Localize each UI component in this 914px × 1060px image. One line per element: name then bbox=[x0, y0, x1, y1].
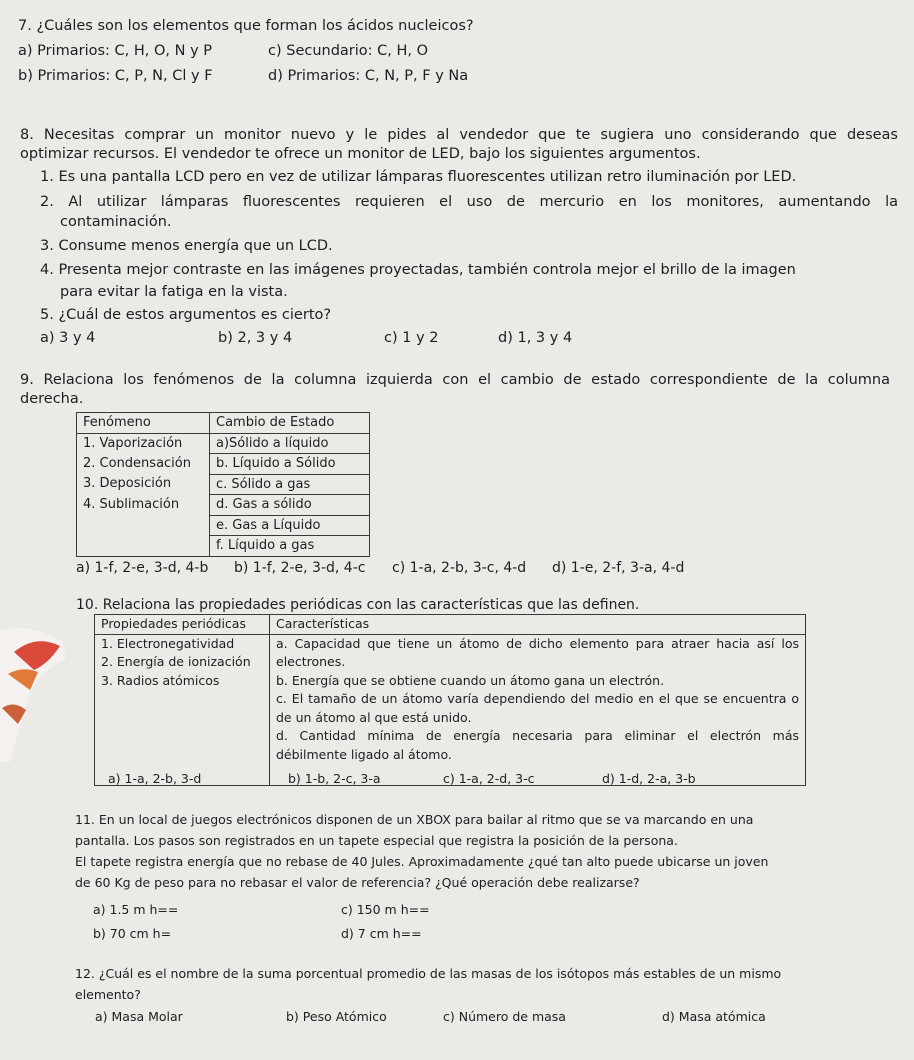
q7-option-a: a) Primarios: C, H, O, N y P bbox=[18, 43, 213, 59]
q10-option-d: d) 1-d, 2-a, 3-b bbox=[602, 771, 696, 786]
table-cell: 4. Sublimación bbox=[77, 495, 210, 516]
table-header: Propiedades periódicas bbox=[95, 615, 270, 635]
q9-option-d: d) 1-e, 2-f, 3-a, 4-d bbox=[552, 560, 685, 576]
q7-option-b: b) Primarios: C, P, N, Cl y F bbox=[18, 68, 213, 84]
q12-line1: 12. ¿Cuál es el nombre de la suma porcentual promedio de las masas de los isótopos más estables de un mismo bbox=[75, 966, 782, 981]
q8-question-line1: 8. Necesitas comprar un monitor nuevo y le pides al vendedor que te sugiera uno considerando que deseas bbox=[20, 127, 898, 143]
table-cell: b. Líquido a Sólido bbox=[210, 454, 370, 475]
q8-option-b: b) 2, 3 y 4 bbox=[218, 330, 293, 346]
q7-option-c: c) Secundario: C, H, O bbox=[268, 43, 429, 59]
table-cell: f. Líquido a gas bbox=[210, 536, 370, 557]
table-cell bbox=[95, 634, 270, 785]
q12-option-d: d) Masa atómica bbox=[662, 1009, 766, 1024]
table-row bbox=[77, 495, 370, 516]
q11-option-c: c) 150 m h== bbox=[341, 902, 430, 917]
q11-line2: pantalla. Los pasos son registrados en un tapete especial que registra la posición de la persona. bbox=[75, 833, 678, 848]
characteristic-line: electrones. bbox=[276, 654, 346, 669]
table-row bbox=[95, 634, 806, 785]
q8-question-line2: optimizar recursos. El vendedor te ofrece un monitor de LED, bajo los siguientes argumentos. bbox=[20, 146, 701, 162]
q11-option-b: b) 70 cm h= bbox=[93, 926, 172, 941]
table-header: Características bbox=[270, 615, 806, 635]
q9-option-b: b) 1-f, 2-e, 3-d, 4-c bbox=[234, 560, 366, 576]
q9-question-line1: 9. Relaciona los fenómenos de la columna izquierda con el cambio de estado correspondiente de la columna bbox=[20, 372, 890, 388]
table-cell bbox=[77, 515, 210, 536]
table-cell: 2. Condensación bbox=[77, 454, 210, 475]
q10-option-b: b) 1-b, 2-c, 3-a bbox=[288, 771, 381, 786]
sticker-decoration-icon bbox=[0, 612, 70, 762]
characteristic-line: b. Energía que se obtiene cuando un átomo gana un electrón. bbox=[276, 672, 665, 688]
q9-option-a: a) 1-f, 2-e, 3-d, 4-b bbox=[76, 560, 209, 576]
q7-option-d: d) Primarios: C, N, P, F y Na bbox=[268, 68, 469, 84]
q10-table bbox=[94, 614, 806, 786]
q10-option-c: c) 1-a, 2-d, 3-c bbox=[443, 771, 535, 786]
q7-question: 7. ¿Cuáles son los elementos que forman los ácidos nucleicos? bbox=[18, 18, 474, 34]
q8-argument-5: 5. ¿Cuál de estos argumentos es cierto? bbox=[40, 307, 332, 323]
q8-argument-1: 1. Es una pantalla LCD pero en vez de utilizar lámparas fluorescentes utilizan retro iluminación por LED. bbox=[40, 169, 797, 185]
table-cell bbox=[270, 634, 806, 785]
table-cell: d. Gas a sólido bbox=[210, 495, 370, 516]
q10-option-a: a) 1-a, 2-b, 3-d bbox=[108, 771, 202, 786]
table-row bbox=[77, 515, 370, 536]
q11-line3: El tapete registra energía que no rebase de 40 Jules. Aproximadamente ¿qué tan alto puede ubicarse un joven bbox=[75, 854, 769, 869]
table-cell: a)Sólido a líquido bbox=[210, 433, 370, 454]
characteristic-line: c. El tamaño de un átomo varía dependiendo del medio en el que se encuentra o bbox=[276, 691, 799, 706]
q8-option-a: a) 3 y 4 bbox=[40, 330, 96, 346]
q8-option-d: d) 1, 3 y 4 bbox=[498, 330, 573, 346]
q9-question-line2: derecha. bbox=[20, 391, 84, 407]
characteristic-line: a. Capacidad que tiene un átomo de dicho elemento para atraer hacia así los bbox=[276, 635, 799, 651]
q12-option-c: c) Número de masa bbox=[443, 1009, 566, 1024]
table-cell: 3. Deposición bbox=[77, 474, 210, 495]
q10-question: 10. Relaciona las propiedades periódicas con las características que las definen. bbox=[76, 597, 640, 613]
table-cell: 1. Vaporización bbox=[77, 433, 210, 454]
q8-argument-2-line2: contaminación. bbox=[60, 214, 172, 230]
q8-argument-3: 3. Consume menos energía que un LCD. bbox=[40, 238, 333, 254]
table-header: Cambio de Estado bbox=[210, 413, 370, 434]
characteristic-line: d. Cantidad mínima de energía necesaria para eliminar el electrón más bbox=[276, 728, 799, 743]
table-header-row bbox=[95, 615, 806, 635]
property-item: 1. Electronegatividad bbox=[101, 635, 235, 651]
q8-argument-4-line2: para evitar la fatiga en la vista. bbox=[60, 284, 288, 300]
q11-line4: de 60 Kg de peso para no rebasar el valor de referencia? ¿Qué operación debe realizarse? bbox=[75, 875, 640, 890]
table-row bbox=[77, 454, 370, 475]
table-header-row bbox=[77, 413, 370, 434]
property-item: 2. Energía de ionización bbox=[101, 654, 251, 669]
q8-argument-2-line1: 2. Al utilizar lámparas fluorescentes requieren el uso de mercurio en los monitores, aumentando la bbox=[40, 194, 898, 210]
characteristic-line: de un átomo al que está unido. bbox=[276, 709, 472, 725]
table-row bbox=[77, 474, 370, 495]
table-row bbox=[77, 536, 370, 557]
property-item: 3. Radios atómicos bbox=[101, 672, 220, 688]
table-cell: c. Sólido a gas bbox=[210, 474, 370, 495]
q11-option-a: a) 1.5 m h== bbox=[93, 902, 179, 917]
characteristic-line: débilmente ligado al átomo. bbox=[276, 746, 452, 762]
table-header: Fenómeno bbox=[77, 413, 210, 434]
q9-table bbox=[76, 412, 370, 557]
table-cell bbox=[77, 536, 210, 557]
q8-argument-4-line1: 4. Presenta mejor contraste en las imágenes proyectadas, también controla mejor el brillo de la imagen bbox=[40, 262, 796, 278]
table-row bbox=[77, 433, 370, 454]
q12-line2: elemento? bbox=[75, 987, 141, 1002]
q9-option-c: c) 1-a, 2-b, 3-c, 4-d bbox=[392, 560, 527, 576]
q11-option-d: d) 7 cm h== bbox=[341, 926, 422, 941]
table-cell: e. Gas a Líquido bbox=[210, 515, 370, 536]
q12-option-a: a) Masa Molar bbox=[95, 1009, 183, 1024]
q8-option-c: c) 1 y 2 bbox=[384, 330, 439, 346]
q12-option-b: b) Peso Atómico bbox=[286, 1009, 387, 1024]
q11-line1: 11. En un local de juegos electrónicos disponen de un XBOX para bailar al ritmo que se va marcando en una bbox=[75, 812, 754, 827]
